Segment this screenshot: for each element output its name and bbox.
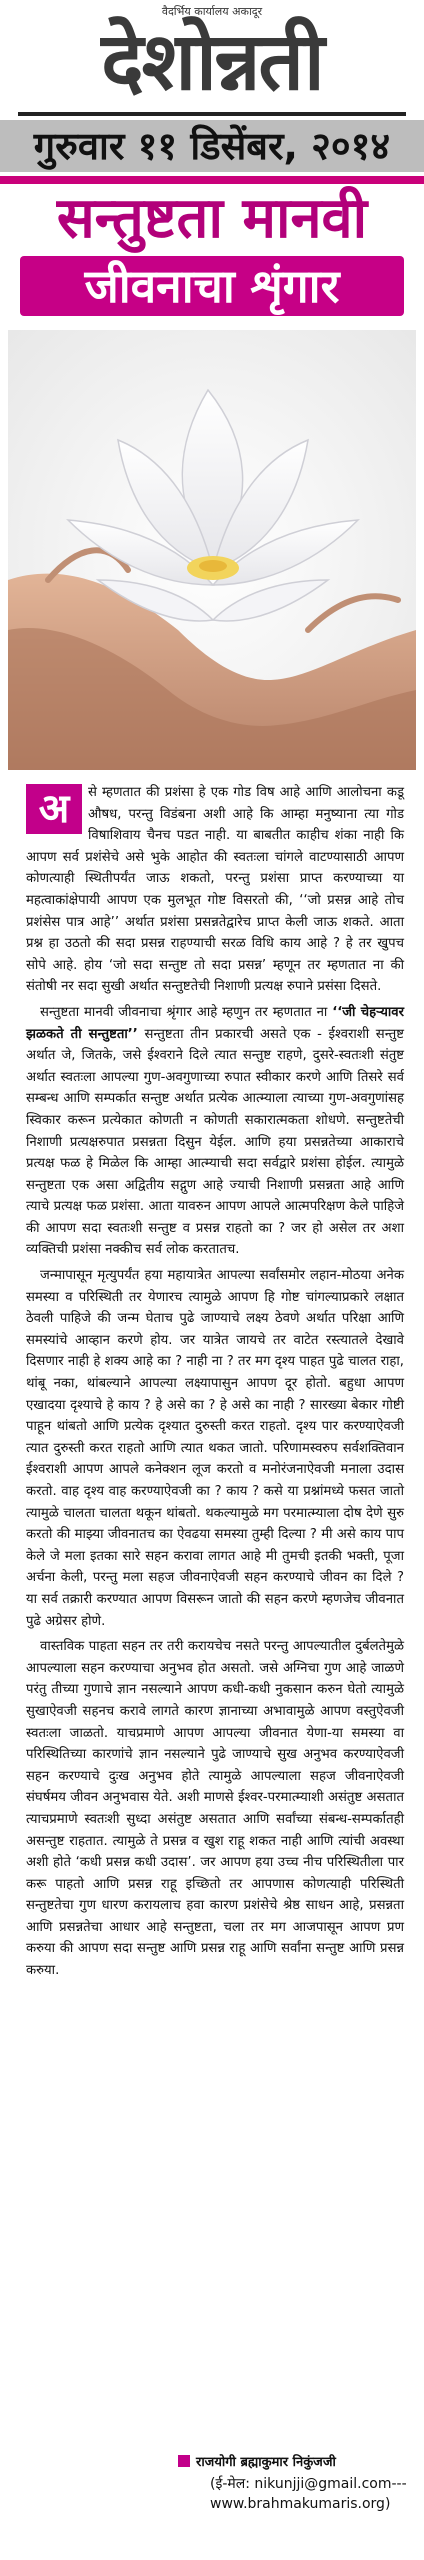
- article-paragraph-1: [26, 782, 404, 998]
- dateline: गुरुवार ११ डिसेंबर, २०१४: [0, 120, 424, 172]
- paragraph-2-text: सन्तुष्टता तीन प्रकारची असते एक - ईश्वराशी सन्तुष्ट अर्थात जे, जितके, जसे ईश्वराने दिले त्यात सन्तुष्ट राहणे, दुसरे-स्वतःशी संतुष्ट अर्थात स्वतःला आपल्या गुण-अवगुणाच्या रुपात स्वीकार करणे आणि तिसरे सर्व सम्बन्ध आणि सम्पर्कात सन्तुष्ट अर्थात प्रत्येक आत्म्याला त्याच्या गुण-अवगुणांसह स्विकार करून प्रत्येकात कोणती न कोणती सकारात्मकता शोधणे. सन्तुष्टतेची निशाणी प्रत्यक्षरुपात प्रसन्नता दिसुन येईल. आणि हया प्रसन्नतेच्या आकाराचे प्रत्यक्ष फळ हे मिळेल कि आम्हा आत्म्याची सदा सर्वद्वारे प्रशंसा होईल. त्यामुळे सन्तुष्टता एक असा अद्वितीय सद्गुण आहे ज्याची निशाणी प्रसन्नता आहे आणि त्याचे प्रत्यक्ष फळ प्रशंसा. आता यावरुन आपण आपले आत्मपरिक्षण केले पाहिजे की आपण सदा स्वतःशी सन्तुष्ट व प्रसन्न राहतो का ? जर हो असेल तर अशा व्यक्तिची प्रशंसा नक्कीच सर्व लोक करतातच.: [26, 1026, 404, 1258]
- headline-line2: जीवनाचा शृंगार: [20, 256, 404, 316]
- masthead-tagline: वैदर्भिय कार्यालय अकादूर: [161, 5, 263, 18]
- newspaper-logo: देशोन्नती: [101, 15, 323, 108]
- square-bullet-icon: [178, 2455, 190, 2467]
- headline-line1: सन्तुष्टता मानवी: [56, 186, 368, 251]
- author-website: www.brahmakumaris.org): [210, 2496, 391, 2512]
- author-name: राजयोगी ब्रह्माकुमार निकुंजजी: [196, 2455, 336, 2470]
- logo-underline: [18, 112, 406, 116]
- article-paragraph-3: जन्मापासून मृत्युपर्यंत हया महायात्रेत आपल्या सर्वांसमोर लहान-मोठया अनेक समस्या व परिस्थिती तर येणारच त्यामुळे आपण हि गोष्ट चांगल्याप्रकारे लक्षात ठेवली पाहिजे की जन्म घेताच पुढे जाण्याचे लक्ष्य ठेवणे अर्थात परिक्षा आणि समस्यांचे आव्हान करणे होय. जर यात्रेत जायचे तर वाटेत रस्त्यातले देखावे दिसणार नाही हे शक्य आहे का ? नाही ना ? तर मग दृश्य पाहत पुढे चालत राहा, थांबू नका, थांबल्याने आपल्या लक्ष्यापासुन आपण दूर होतो. बहुधा आपण एखादया दृश्याचे हे काय ? हे असे का ? हे असे का नाही ? सारख्या बेकार गोष्टी पाहून थांबतो आणि प्रत्येक दृश्यात दुरुस्ती करत राहतो. दृश्य पार करण्याऐवजी त्यात दुरुस्ती करत राहतो आणि त्यात थकत जातो. परिणामस्वरुप सर्वशक्तिवान ईश्वराशी आपण आपले कनेक्शन लूज करतो व मनोरंजनाऐवजी मनाला उदास करतो. वाह दृश्य वाह करण्याऐवजी का ? काय ? कसे या प्रश्नांमध्ये फसत जातो त्यामुळे चालता चालता थकून थांबतो. थकल्यामुळे मग परमात्म्याला दोष देणे सुरु करतो की माझ्या जीवनातच का ऐवढया समस्या तुम्ही दिल्या ? मी असे काय पाप केले जे मला इतका सारे सहन करावा लागत आहे मी तुमची इतकी भक्ती, पूजा अर्चना केली, परन्तु मला सहज जीवनाऐवजी सहन करण्याचे जीवन का दिले ? या सर्व तक्रारी करण्यात आपण विसरून जातो की सहन करणे म्हणजेच जीवनात पुढे अग्रेसर होणे.: [26, 1268, 404, 1629]
- article-body: [26, 782, 404, 1986]
- drop-cap: अ: [26, 784, 82, 834]
- author-email: (ई-मेल: nikunjji@gmail.com---: [210, 2476, 407, 2492]
- paragraph-1-text: से म्हणतात की प्रशंसा हे एक गोड विष आहे आणि आलोचना कडू औषध, परन्तु विडंबना अशी आहे कि आम्हा मनुष्याना त्या गोड विषाशिवाय चैनच पडत नाही. या बाबतीत काहीच शंका नाही कि आपण सर्व प्रशंसेचे असे भुके आहोत की स्वतःला चांगले वाटण्यासाठी आपण कोणत्याही स्थितीपर्यंत जाऊ शकतो, परन्तु प्रशंसा प्राप्त करण्याच्या या महत्वाकांक्षेपायी आपण एक मुलभूत गोष्ट विसरतो की, ‘‘जो प्रसन्न आहे तोच प्रशंसेस पात्र आहे’’ अर्थात प्रशंसा प्रसन्नतेद्वारेच प्राप्त केली जाऊ शकते. आता प्रश्न हा उठतो की सदा प्रसन्न राहण्याची सरळ विधि काय आहे ? हे तर खुपच सोपे आहे. होय ‘जो सदा सन्तुष्ट तो सदा प्रसन्न’ म्हणून तर म्हणतात ना की संतोषी नर सदा सुखी अर्थात सन्तुष्टतेची निशाणी प्रत्यक्ष रुपाने प्रसंसा दिसते.: [26, 785, 404, 995]
- paragraph-2-intro: सन्तुष्टता मानवी जीवनाचा श्रृंगार आहे म्हणुन तर म्हणतात ना: [40, 1004, 328, 1020]
- article-paragraph-4: वास्तविक पाहता सहन तर तरी करायचेच नसते परन्तु आपल्यातील दुर्बलतेमुळे आपल्याला सहन करण्याचा अनुभव होत असतो. जसे अग्निचा गुण आहे जाळणे परंतु तीच्या गुणाचे ज्ञान नसल्याने आपण कधी-कधी नुकसान करुन घेतो त्यामुळे सुखाऐवजी सहनच करावे लागते कारण ज्ञानाच्या अभावामुळे आपण वस्तुऐवजी स्वतःला जाळतो. याचप्रमाणे आपण आपल्या जीवनात येणा-या समस्या वा परिस्थितिच्या कारणांचे ज्ञान नसल्याने पुढे जाण्याचे सुख अनुभव करण्याऐवजी सहन करण्याचे दुःख अनुभव होते त्यामुळे आपल्याला सहज जीवनाऐवजी संघर्षमय जीवन अनुभवास येते. अशी माणसे ईश्वर-परमात्म्याशी असंतुष्ट असतात त्याचप्रमाणे स्वतःशी सुध्दा असंतुष्ट असतात आणि सर्वांच्या संबन्ध-सम्पर्कातही असन्तुष्ट राहतात. त्यामुळे ते प्रसन्न व खुश राहू शकत नाही आणि त्यांची अवस्था अशी होते ‘कधी प्रसन्न कधी उदास’. जर आपण हया उच्च नीच परिस्थितीला पार करू पाहतो आणि प्रसन्न राहू इच्छितो तर आपणास कोणत्याही परिस्थिती सन्तुष्टतेचा गुण धारण करायलाच हवा कारण प्रशंसेचे श्रेष्ठ साधन आहे, प्रसन्नता आणि प्रसन्नतेचा आधार आहे सन्तुष्टता, चला तर मग आजपासून आपण प्रण करुया की आपण सदा सन्तुष्ट आणि प्रसन्न राहू आणि सर्वांना सन्तुष्ट आणि प्रसन्न करुया.: [26, 1639, 404, 1979]
- article-paragraph-2: [26, 1002, 404, 1261]
- lotus-in-hands-photo: [8, 330, 416, 770]
- masthead: [0, 0, 424, 176]
- paragraph-2-quote: ‘‘जी चेहऱ्यावर झळकते ती सन्तुष्टता’’: [26, 1004, 404, 1042]
